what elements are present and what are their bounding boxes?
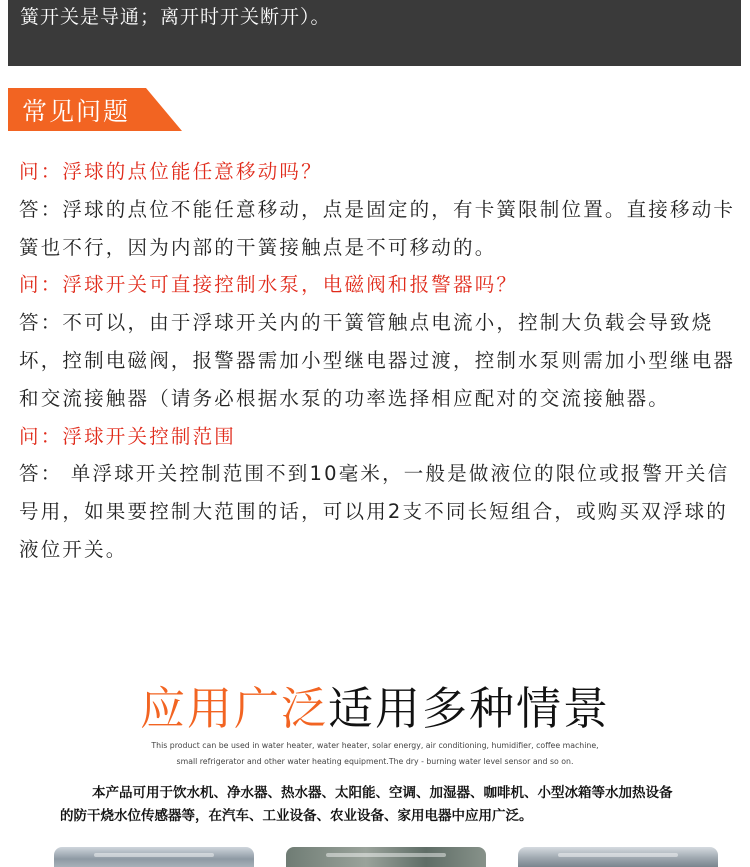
english-description [0, 738, 750, 770]
chinese-description-line: 本产品可用于饮水机、净水器、热水器、太阳能、空调、加湿器、咖啡机、小型冰箱等水加热设备 [92, 785, 673, 801]
application-title-rest: 适用多种情景 [328, 682, 611, 735]
faq-heading: 常见问题 [22, 97, 131, 126]
faq-question: 问：浮球开关控制范围 [19, 424, 237, 448]
faq-question: 问：浮球的点位能任意移动吗？ [19, 160, 323, 183]
top-banner [8, 0, 741, 66]
application-title-accent: 应用广泛 [139, 682, 328, 735]
product-photo-3-icon [518, 847, 718, 867]
english-description-line: small refrigerator and other water heating equipment.The dry - burning water level sensor and so on. [176, 757, 574, 766]
faq-question: 问：浮球开关可直接控制水泵，电磁阀和报警器吗？ [19, 273, 519, 297]
product-photo-2-icon [286, 847, 486, 867]
top-banner-text: 簧开关是导通；离开时开关断开）。 [20, 6, 331, 28]
product-photo-1-icon [54, 847, 254, 867]
faq-answer: 答：不可以，由于浮球开关内的干簧管触点电流小，控制大负载会导致烧坏，控制电磁阀，报警器需加小型继电器过渡，控制水泵则需加小型继电器和交流接触器（请务必根据水泵的功率选择相应配对的交流接触器。 [19, 311, 736, 410]
chinese-description-line: 的防干烧水位传感器等，在汽车、工业设备、农业设备、家用电器中应用广泛。 [60, 808, 533, 824]
chinese-description [60, 782, 710, 828]
faq-list [19, 153, 741, 569]
application-title [0, 672, 750, 737]
faq-heading-tab [8, 88, 182, 131]
faq-answer: 答： 单浮球开关控制范围不到10毫米，一般是做液位的限位或报警开关信号用，如果要控制大范围的话，可以用2支不同长短组合，或购买双浮球的液位开关。 [19, 462, 730, 561]
english-description-line: This product can be used in water heater, water heater, solar energy, air conditioning, humidifier, coffee machine, [151, 741, 599, 750]
faq-answer: 答：浮球的点位不能任意移动，点是固定的，有卡簧限制位置。直接移动卡簧也不行，因为内部的干簧接触点是不可移动的。 [19, 197, 736, 259]
